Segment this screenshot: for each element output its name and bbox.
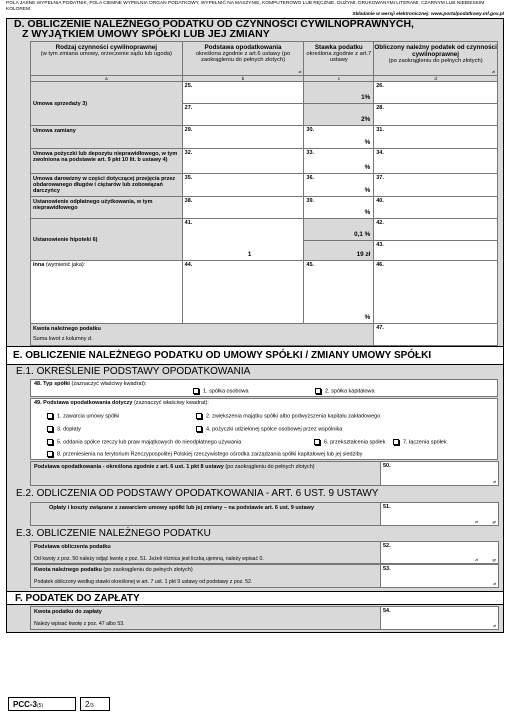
col-d-header: Obliczony należny podatek od czynności cywilnoprawnej (po zaokrągleniu do pełnych złotych) zł	[374, 42, 498, 76]
rate-2pct: 2%	[304, 104, 374, 126]
field-27[interactable]: 27.	[182, 104, 304, 126]
row-label-exchange: Umowa zamiany	[31, 126, 183, 149]
field-36[interactable]: 36. %	[304, 174, 374, 197]
field-46[interactable]: 46.	[374, 261, 498, 324]
field-28[interactable]: 28.	[374, 104, 498, 126]
option-basis-6[interactable]: 6. przekształcenia spółek	[314, 439, 385, 445]
field-35[interactable]: 35.	[182, 174, 304, 197]
instructions-note	[6, 1, 506, 17]
option-basis-2[interactable]: 2. zwiększenia majątku spółki albo podwyższenia kapitału zakładowego	[196, 413, 380, 419]
field-40[interactable]: 40.	[374, 197, 498, 219]
field-50-row: Podstawa opodatkowania - określona zgodnie z art. 6 ust. 1 pkt 8 ustawy (po zaokrągleniu do pełnych złotych) 50. zł	[30, 461, 498, 486]
field-43[interactable]: 43.	[374, 241, 498, 261]
section-d-table	[30, 41, 498, 346]
option-capital-company[interactable]: 2. spółka kapitałowa	[315, 388, 375, 394]
section-e-header	[7, 346, 503, 365]
section-e2-title: E.2. ODLICZENIA OD PODSTAWY OPODATKOWANIA - ART. 6 UST. 9 USTAWY	[16, 488, 379, 499]
checkbox-icon[interactable]	[193, 388, 199, 394]
field-52[interactable]: 52. zł gr	[380, 541, 499, 564]
field-34[interactable]: 34.	[374, 149, 498, 174]
section-f-title: F. PODATEK DO ZAPŁATY	[15, 593, 140, 604]
row-label-usufruct: Ustanowienie odpłatnego użytkowania, w tym nieprawidłowego	[31, 197, 183, 219]
rate-mortgage-pct: 0,1 %	[304, 219, 374, 241]
col-a-header: Rodzaj czynności cywilnoprawnej (w tym zmiana umowy, orzeczenie sądu lub ugoda)	[31, 42, 183, 76]
total-tax-label: Kwota należnego podatku Suma kwot z kolumny d.	[31, 324, 374, 346]
col-letter-a: a	[31, 76, 183, 82]
field-41[interactable]: 41. 1	[182, 219, 304, 261]
col-c-header: Stawka podatku określona zgodnie z art.7 ustawy	[304, 42, 374, 76]
page-number: 2/3	[80, 697, 110, 711]
section-e-title: E. OBLICZENIE NALEŻNEGO PODATKU OD UMOWY SPÓŁKI / ZMIANY UMOWY SPÓŁKI	[13, 350, 432, 361]
section-e1-title: E.1. OKREŚLENIE PODSTAWY OPODATKOWANIA	[16, 366, 251, 377]
rate-1pct: 1%	[304, 82, 374, 104]
field-52-row: Podstawa obliczenia podatku Od kwoty z poz. 50 należy odjąć kwotę z poz. 51. Jeżeli różnica jest liczbą ujemną, należy wpisać 0. 52. zł gr	[30, 541, 498, 564]
field-49-box: 49. Podstawa opodatkowania dotyczy (zaznaczyć właściwy kwadrat): 1. zawarcia umowy spółki 2. zwiększenia majątku spółki albo podwyższenia kapitału zakładowego 3. dopłaty 4. pożyczki udzielonej spółce osobowej przez wspólnika 5. oddania spółce rzeczy lub praw majątkowych do nieodpłatnego używania 6. przekształcenia spółek 7. łączenia spółek 8. przeniesienia na terytorium Rzeczypospolitej Polskiej rzeczywistego ośrodka zarządzania spółki kapitałowej lub jej siedziby	[30, 398, 498, 460]
row-label-donation: Umowa darowizny w części dotyczącej przejęcia przez obdarowanego długów i ciężarów lub zobowiązań darczyńcy	[31, 174, 183, 197]
field-47[interactable]: 47.	[374, 324, 498, 346]
field-31[interactable]: 31.	[374, 126, 498, 149]
field-50[interactable]: 50. zł	[380, 461, 499, 486]
field-53-row: Kwota należnego podatku (po zaokrągleniu do pełnych złotych) Podatek obliczony według stawki określonej w art. 7 ust. 1 pkt 9 ustawy od podstawy z poz. 52. 53. zł	[30, 564, 498, 588]
section-d-title: D. OBLICZENIE NALEŻNEGO PODATKU OD CZYNNOŚCI CYWILNOPRAWNYCH, Z WYJĄTKIEM UMOWY SPÓŁKI LUB JEJ ZMIANY	[14, 18, 414, 40]
field-54[interactable]: 54. zł	[380, 606, 499, 630]
section-f-header	[7, 591, 503, 605]
field-51[interactable]: 51. zł gr	[380, 502, 499, 526]
col-letter-b: b	[182, 76, 304, 82]
electronic-filing-note: Składanie w wersji elektronicznej: www.portalpodatkowy.mf.gov.pl	[352, 12, 504, 17]
field-51-row: Opłaty i koszty związane z zawarciem umowy spółki lub jej zmiany – na podstawie art. 6 ust. 9 ustawy 51. zł gr	[30, 502, 498, 526]
col-b-header: Podstawa opodatkowania określona zgodnie z art.6 ustawy (po zaokrągleniu do pełnych złotych) zł	[182, 42, 304, 76]
field-38[interactable]: 38.	[182, 197, 304, 219]
field-53[interactable]: 53. zł	[380, 564, 499, 588]
section-e3-title: E.3. OBLICZENIE NALEŻNEGO PODATKU	[16, 528, 211, 539]
row-label-mortgage: Ustanowienie hipoteki 6)	[31, 219, 183, 261]
field-33[interactable]: 33. %	[304, 149, 374, 174]
form-code: PCC-3(5)	[8, 697, 76, 711]
field-48-box: 48. Typ spółki (zaznaczyć właściwy kwadrat): 1. spółka osobowa 2. spółka kapitałowa	[30, 379, 498, 397]
field-32[interactable]: 32.	[182, 149, 304, 174]
option-basis-1[interactable]: 1. zawarcia umowy spółki	[47, 413, 119, 419]
col-letter-c: c	[304, 76, 374, 82]
instructions-text: POLA JASNE WYPEŁNIA PODATNIK, POLA CIEMNE WYPEŁNIA ORGAN PODATKOWY. WYPEŁNIĆ NA MASZYNIE, KOMPUTEROWO LUB RĘCZNIE, DUŻYMI, DRUKOWANYMI LITERAMI, CZARNYM LUB NIEBIESKIM KOLOREM.	[6, 1, 485, 12]
option-basis-8[interactable]: 8. przeniesienia na terytorium Rzeczypospolitej Polskiej rzeczywistego ośrodka zarządzania spółki kapitałowej lub jej siedziby	[47, 451, 362, 457]
field-44[interactable]: 44.	[182, 261, 304, 324]
col-letter-d: d	[374, 76, 498, 82]
row-label-sale: Umowa sprzedaży 3)	[31, 82, 183, 126]
checkbox-icon[interactable]	[315, 388, 321, 394]
rate-mortgage-fixed: 19 zł	[304, 241, 374, 261]
row-label-loan: Umowa pożyczki lub depozytu nieprawidłowego, w tym zwolniona na podstawie art. 9 pkt 10 lit. b ustawy 4)	[31, 149, 183, 174]
field-other-type[interactable]: Inna (wymienić jaka):	[31, 261, 183, 324]
field-45[interactable]: 45. %	[304, 261, 374, 324]
option-basis-7[interactable]: 7. łączenia spółek	[393, 439, 447, 445]
option-basis-5[interactable]: 5. oddania spółce rzeczy lub praw majątkowych do nieodpłatnego używania	[47, 439, 241, 445]
field-29[interactable]: 29.	[182, 126, 304, 149]
option-basis-4[interactable]: 4. pożyczki udzielonej spółce osobowej przez wspólnika	[196, 426, 342, 432]
option-basis-3[interactable]: 3. dopłaty	[47, 426, 81, 432]
field-54-row: Kwota podatku do zapłaty Należy wpisać kwotę z poz. 47 albo 53. 54. zł	[30, 606, 498, 630]
field-26[interactable]: 26.	[374, 82, 498, 104]
field-39[interactable]: 39. %	[304, 197, 374, 219]
option-partnership[interactable]: 1. spółka osobowa	[193, 388, 249, 394]
field-25[interactable]: 25.	[182, 82, 304, 104]
field-30[interactable]: 30. %	[304, 126, 374, 149]
field-37[interactable]: 37.	[374, 174, 498, 197]
field-42[interactable]: 42.	[374, 219, 498, 241]
